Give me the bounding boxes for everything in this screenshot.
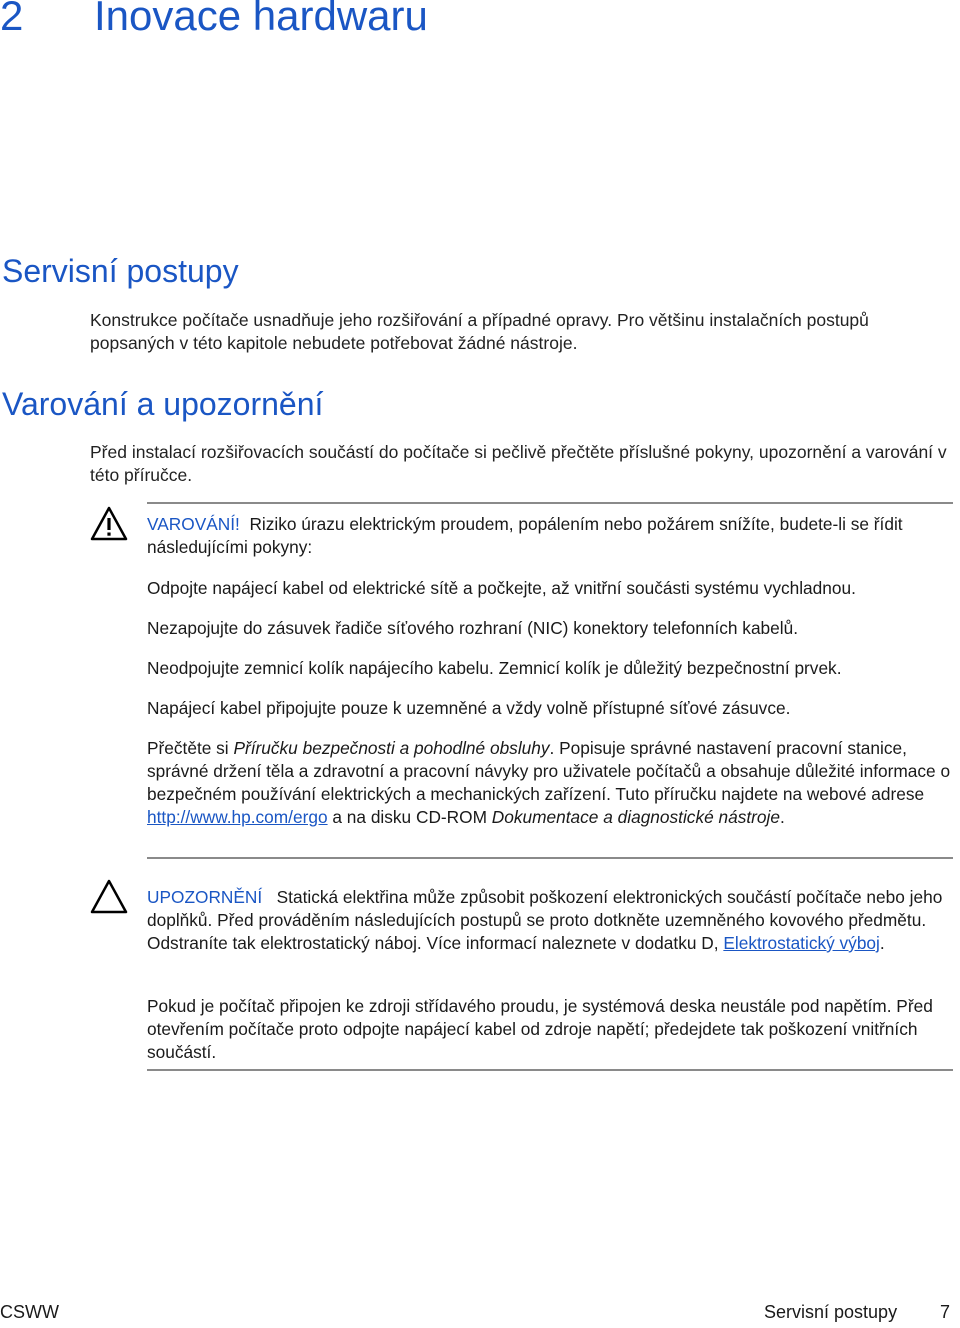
section-paragraph-varovani: Před instalací rozšiřovacích součástí do počítače si pečlivě přečtěte příslušné pokyny, upozornění a varování v této příručce. — [90, 442, 947, 485]
warning-item: Odpojte napájecí kabel od elektrické sítě a počkejte, až vnitřní součásti systému vychladnou. — [147, 578, 856, 598]
footer-left: CSWW — [0, 1302, 59, 1322]
footer-section: Servisní postupy — [764, 1302, 898, 1322]
guide-end: . — [779, 807, 785, 827]
warning-guide-paragraph — [147, 737, 957, 829]
caution-bottom-rule — [147, 1069, 953, 1071]
warning-triangle-icon — [90, 506, 128, 542]
caution-text-end: . — [879, 933, 885, 953]
ergo-link[interactable]: http://www.hp.com/ergo — [147, 807, 328, 827]
caution-text: Statická elektřina může způsobit poškození elektronických součástí počítače nebo jeho doplňků. Před prováděním následujících postupů se proto dotkněte uzemněného kovového předmětu. Odstraníte tak elektrostatický náboj. Více informací naleznete v dodatku D, — [147, 887, 943, 953]
guide-after-link: a na disku CD-ROM — [327, 807, 492, 827]
electrostatic-link[interactable]: Elektrostatický výboj — [723, 933, 880, 953]
section-heading-servisni-postupy: Servisní postupy — [2, 253, 239, 289]
page-number: 7 — [940, 1302, 951, 1322]
caution-label: UPOZORNĚNÍ — [147, 887, 263, 907]
caution-paragraph-2: Pokud je počítač připojen ke zdroji střídavého proudu, je systémová deska neustále pod napětím. Před otevřením počítače proto odpojte napájecí kabel od zdroje napětí; předejdete tak poškození vnitřních součástí. — [147, 996, 933, 1062]
guide-text: . Popisuje správné nastavení pracovní stanice, správné držení těla a zdravotní a pracovní návyky pro uživatele počítačů a obsahuje důležité informace o bezpečném používání elektrických a mechanických zařízení. Tuto příručku najdete na webové adrese — [147, 738, 951, 804]
warning-item: Napájecí kabel připojujte pouze k uzemněné a vždy volně přístupné síťové zásuvce. — [147, 698, 791, 718]
warning-item: Nezapojujte do zásuvek řadiče síťového rozhraní (NIC) konektory telefonních kabelů. — [147, 618, 799, 638]
warning-intro-text: Riziko úrazu elektrickým proudem, popálením nebo požárem snížíte, budete-li se řídit následujícími pokyny: — [147, 514, 903, 557]
warning-bottom-rule — [147, 857, 953, 859]
caution-paragraph — [147, 886, 957, 955]
section-heading-varovani: Varování a upozornění — [2, 386, 324, 422]
chapter-number: 2 — [0, 0, 24, 39]
warning-intro — [147, 513, 957, 559]
warning-item: Neodpojujte zemnicí kolík napájecího kabelu. Zemnicí kolík je důležitý bezpečnostní prvek. — [147, 658, 842, 678]
caution-triangle-icon — [90, 879, 128, 915]
chapter-title-text: Inovace hardwaru — [94, 0, 428, 39]
guide-prefix: Přečtěte si — [147, 738, 234, 758]
guide-title: Příručku bezpečnosti a pohodlné obsluhy — [233, 738, 550, 758]
warning-label: VAROVÁNÍ! — [147, 514, 240, 534]
chapter-title — [0, 0, 428, 40]
section-paragraph-servisni-postupy: Konstrukce počítače usnadňuje jeho rozšiřování a případné opravy. Pro většinu instalačních postupů popsaných v této kapitole nebudete potřebovat žádné nástroje. — [90, 310, 869, 353]
warning-top-rule — [147, 502, 953, 504]
cd-title: Dokumentace a diagnostické nástroje — [491, 807, 780, 827]
